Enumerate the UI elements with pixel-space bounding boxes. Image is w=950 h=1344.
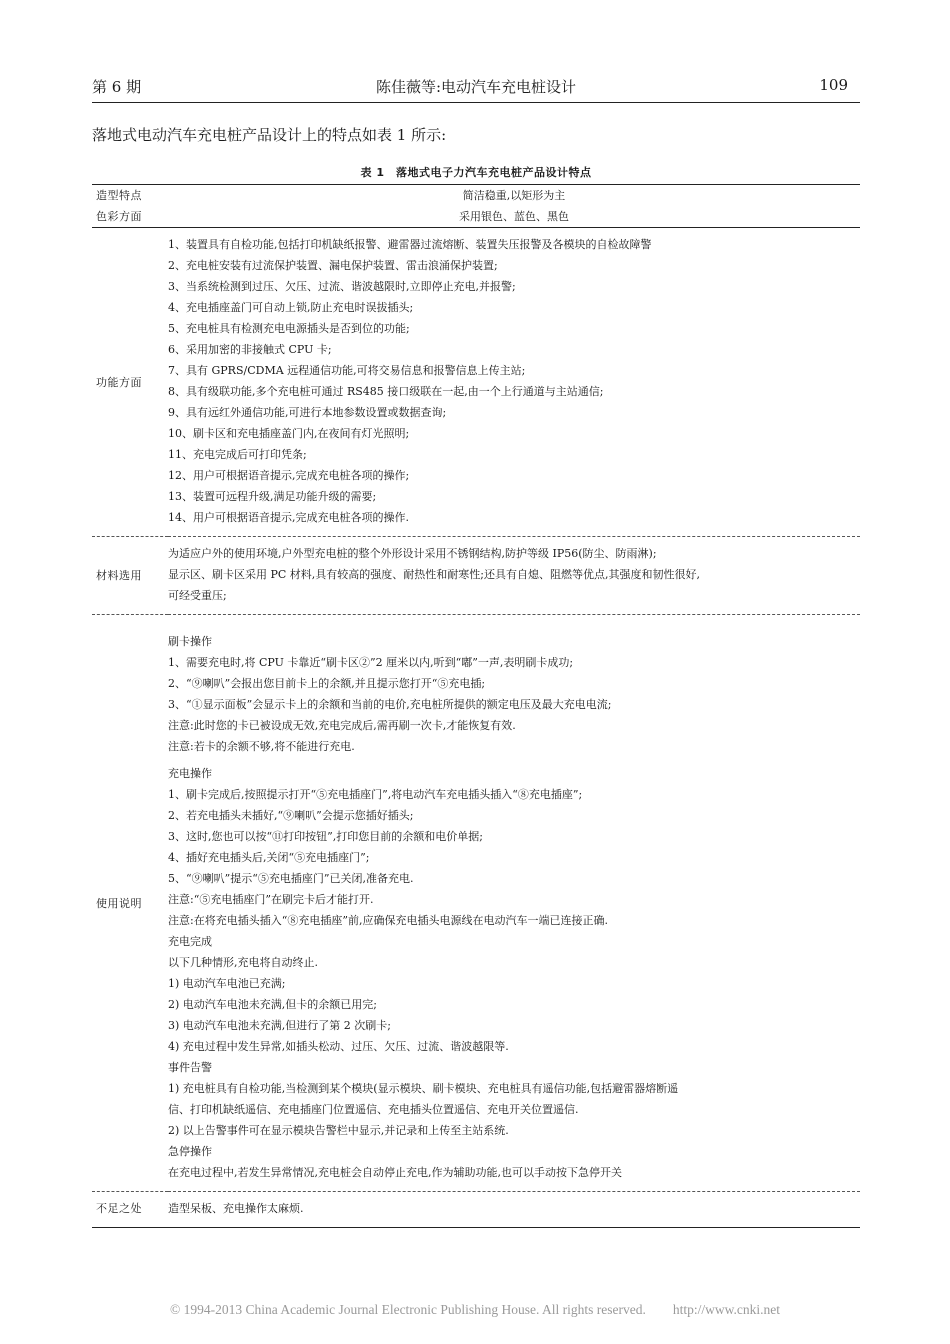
- instruction-line: 1) 电动汽车电池已充满;: [168, 977, 286, 990]
- instruction-line: 4、插好充电插头后,关闭“⑤充电插座门”;: [168, 851, 370, 864]
- instruction-line: 以下几种情形,充电将自动终止.: [168, 956, 318, 969]
- running-header: [92, 76, 860, 100]
- instruction-line: 3、这时,您也可以按“⑪打印按钮”,打印您目前的余额和电价单据;: [168, 830, 483, 843]
- table-row: [92, 228, 860, 537]
- instruction-line: 注意:在将充电插头插入“⑧充电插座”前,应确保充电插头电源线在电动汽车一端已连接正确.: [168, 914, 608, 927]
- card-operation-section: [168, 631, 860, 757]
- table-row: [92, 185, 860, 207]
- page-number: 109: [819, 76, 848, 94]
- function-item: 8、具有级联功能,多个充电桩可通过 RS485 接口级联在一起,由一个上行通道与主站通信;: [168, 385, 604, 398]
- copyright-footer: © 1994-2013 China Academic Journal Electronic Publishing House. All rights reserved. http://www.cnki.net: [169, 1302, 781, 1317]
- instruction-line: 2、若充电插头未插好,“⑨喇叭”会提示您插好插头;: [168, 809, 414, 822]
- function-item: 2、充电桩安装有过流保护装置、漏电保护装置、雷击浪涌保护装置;: [168, 259, 498, 272]
- table-row: [92, 615, 860, 1192]
- table-row: [92, 537, 860, 615]
- charging-operation-section: [168, 763, 860, 1183]
- instruction-line: 5、“⑨喇叭”提示“⑤充电插座门”已关闭,准备充电.: [168, 872, 414, 885]
- row-label: 材料选用: [92, 537, 168, 615]
- function-item: 6、采用加密的非接触式 CPU 卡;: [168, 343, 332, 356]
- header-rule: [92, 102, 860, 103]
- material-line: 显示区、刷卡区采用 PC 材料,具有较高的强度、耐热性和耐寒性;还具有自熄、阻燃等优点,其强度和韧性很好,: [168, 568, 701, 581]
- intro-paragraph: 落地式电动汽车充电桩产品设计上的特点如表 1 所示:: [92, 126, 447, 144]
- instruction-line: 2、“⑨喇叭”会报出您目前卡上的余额,并且提示您打开“⑤充电插;: [168, 677, 486, 690]
- section-heading: 刷卡操作: [168, 635, 212, 648]
- section-heading: 充电操作: [168, 767, 212, 780]
- function-item: 3、当系统检测到过压、欠压、过流、谐波越限时,立即停止充电,并报警;: [168, 280, 516, 293]
- running-title: 陈佳薇等:电动汽车充电桩设计: [375, 78, 577, 96]
- design-features-table: [92, 184, 860, 1228]
- row-label: 造型特点: [92, 185, 168, 207]
- function-item: 4、充电插座盖门可自动上锁,防止充电时误拔插头;: [168, 301, 414, 314]
- function-item: 9、具有远红外通信功能,可进行本地参数设置或数据查询;: [168, 406, 447, 419]
- function-item: 11、充电完成后可打印凭条;: [168, 448, 307, 461]
- instruction-line: 3、“①显示面板”会显示卡上的余额和当前的电价,充电桩所提供的额定电压及最大充电电流;: [168, 698, 612, 711]
- function-item: 14、用户可根据语音提示,完成充电桩各项的操作.: [168, 511, 409, 524]
- material-line: 为适应户外的使用环境,户外型充电桩的整个外形设计采用不锈钢结构,防护等级 IP56(防尘、防雨淋);: [168, 547, 657, 560]
- table-caption: 表 1 落地式电子力汽车充电桩产品设计特点: [360, 166, 592, 179]
- table-row: [92, 206, 860, 228]
- row-content: 采用银色、蓝色、黑色: [459, 210, 569, 223]
- instruction-line: 3) 电动汽车电池未充满,但进行了第 2 次刷卡;: [168, 1019, 391, 1032]
- section-heading: 事件告警: [168, 1061, 212, 1074]
- row-label: 功能方面: [92, 228, 168, 537]
- row-content: [168, 537, 860, 615]
- row-label: 色彩方面: [96, 210, 142, 223]
- row-label: 不足之处: [92, 1192, 168, 1228]
- instruction-line: 1) 充电桩具有自检功能,当检测到某个模块(显示模块、刷卡模块、充电桩具有遥信功能,包括避雷器熔断遥: [168, 1082, 679, 1095]
- row-content: 造型呆板、充电操作太麻烦.: [168, 1192, 860, 1228]
- row-label: 使用说明: [92, 615, 168, 1192]
- table-row: [92, 1192, 860, 1228]
- function-item: 10、刷卡区和充电插座盖门内,在夜间有灯光照明;: [168, 427, 410, 440]
- material-line: 可经受重压;: [168, 589, 227, 602]
- function-item: 13、装置可远程升级,满足功能升级的需要;: [168, 490, 377, 503]
- instruction-line: 注意:若卡的余额不够,将不能进行充电.: [168, 740, 355, 753]
- instruction-line: 在充电过程中,若发生异常情况,充电桩会自动停止充电,作为辅助功能,也可以手动按下急停开关: [168, 1166, 622, 1179]
- function-item: 1、装置具有自检功能,包括打印机缺纸报警、避雷器过流熔断、装置失压报警及各模块的自检故障警: [168, 238, 652, 251]
- row-content: [168, 615, 860, 1192]
- instruction-line: 2) 以上告警事件可在显示模块告警栏中显示,并记录和上传至主站系统.: [168, 1124, 509, 1137]
- function-item: 5、充电桩具有检测充电电源插头是否到位的功能;: [168, 322, 410, 335]
- issue-number: 第 6 期: [92, 78, 142, 96]
- instruction-line: 4) 充电过程中发生异常,如插头松动、过压、欠压、过流、谐波越限等.: [168, 1040, 509, 1053]
- instruction-line: 1、刷卡完成后,按照提示打开“⑤充电插座门”,将电动汽车充电插头插入“⑧充电插座”;: [168, 788, 583, 801]
- function-item: 12、用户可根据语音提示,完成充电桩各项的操作;: [168, 469, 410, 482]
- instruction-line: 信、打印机缺纸遥信、充电插座门位置遥信、充电插头位置遥信、充电开关位置遥信.: [168, 1103, 579, 1116]
- row-content: [168, 228, 860, 537]
- section-heading: 充电完成: [168, 935, 212, 948]
- instruction-line: 注意:“⑤充电插座门”在刷完卡后才能打开.: [168, 893, 374, 906]
- instruction-line: 注意:此时您的卡已被设成无效,充电完成后,需再刷一次卡,才能恢复有效.: [168, 719, 516, 732]
- instruction-line: 1、需要充电时,将 CPU 卡靠近“刷卡区②”2 厘米以内,听到“嘟”一声,表明刷卡成功;: [168, 656, 574, 669]
- section-heading: 急停操作: [168, 1145, 212, 1158]
- row-content: 简洁稳重,以矩形为主: [168, 185, 860, 207]
- instruction-line: 2) 电动汽车电池未充满,但卡的余额已用完;: [168, 998, 377, 1011]
- function-item: 7、具有 GPRS/CDMA 远程通信功能,可将交易信息和报警信息上传主站;: [168, 364, 526, 377]
